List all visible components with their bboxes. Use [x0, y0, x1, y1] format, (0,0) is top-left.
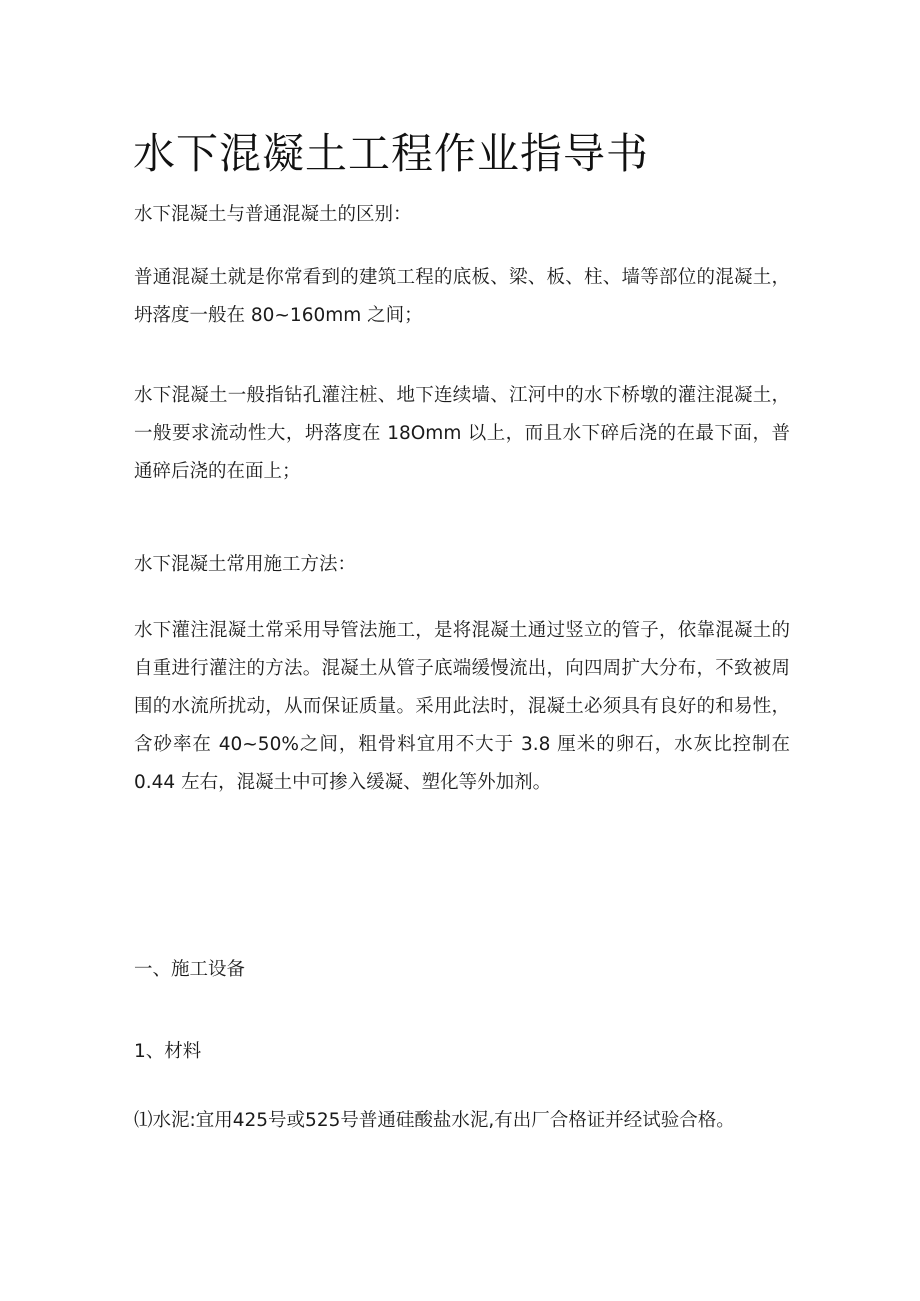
paragraph-cement: ⑴水泥:宜用425号或525号普通硅酸盐水泥,有出厂合格证并经试验合格。 — [134, 1110, 735, 1131]
paragraph-methods-heading: 水下混凝土常用施工方法： — [134, 554, 357, 575]
subsection-heading-materials: 1、材料 — [134, 1041, 202, 1062]
section-heading-equipment: 一、施工设备 — [134, 959, 246, 980]
document-title: 水下混凝土工程作业指导书 — [133, 129, 650, 178]
paragraph-tremie-method: 水下灌注混凝土常采用导管法施工，是将混凝土通过竖立的管子，依靠混凝土的自重进行灌注的方法。混凝土从管子底端缓慢流出，向四周扩大分布，不致被周围的水流所扰动，从而保证质量。采用此法时，混凝土必须具有良好的和易性，含砂率在 40~50%之间，粗骨料宜用不大于 3.8 厘米的卵石，水灰比控制在 0.44 左右，混凝土中可掺入缓凝、塑化等外加剂。 — [134, 620, 790, 793]
paragraph-underwater-concrete: 水下混凝土一般指钻孔灌注桩、地下连续墙、江河中的水下桥墩的灌注混凝土，一般要求流动性大，坍落度在 18Omm 以上，而且水下碎后浇的在最下面，普通碎后浇的在面上； — [134, 385, 790, 482]
paragraph-difference-heading: 水下混凝土与普通混凝土的区别： — [134, 204, 412, 225]
paragraph-ordinary-concrete: 普通混凝土就是你常看到的建筑工程的底板、梁、板、柱、墙等部位的混凝土，坍落度一般在 80~160mm 之间； — [134, 267, 790, 326]
